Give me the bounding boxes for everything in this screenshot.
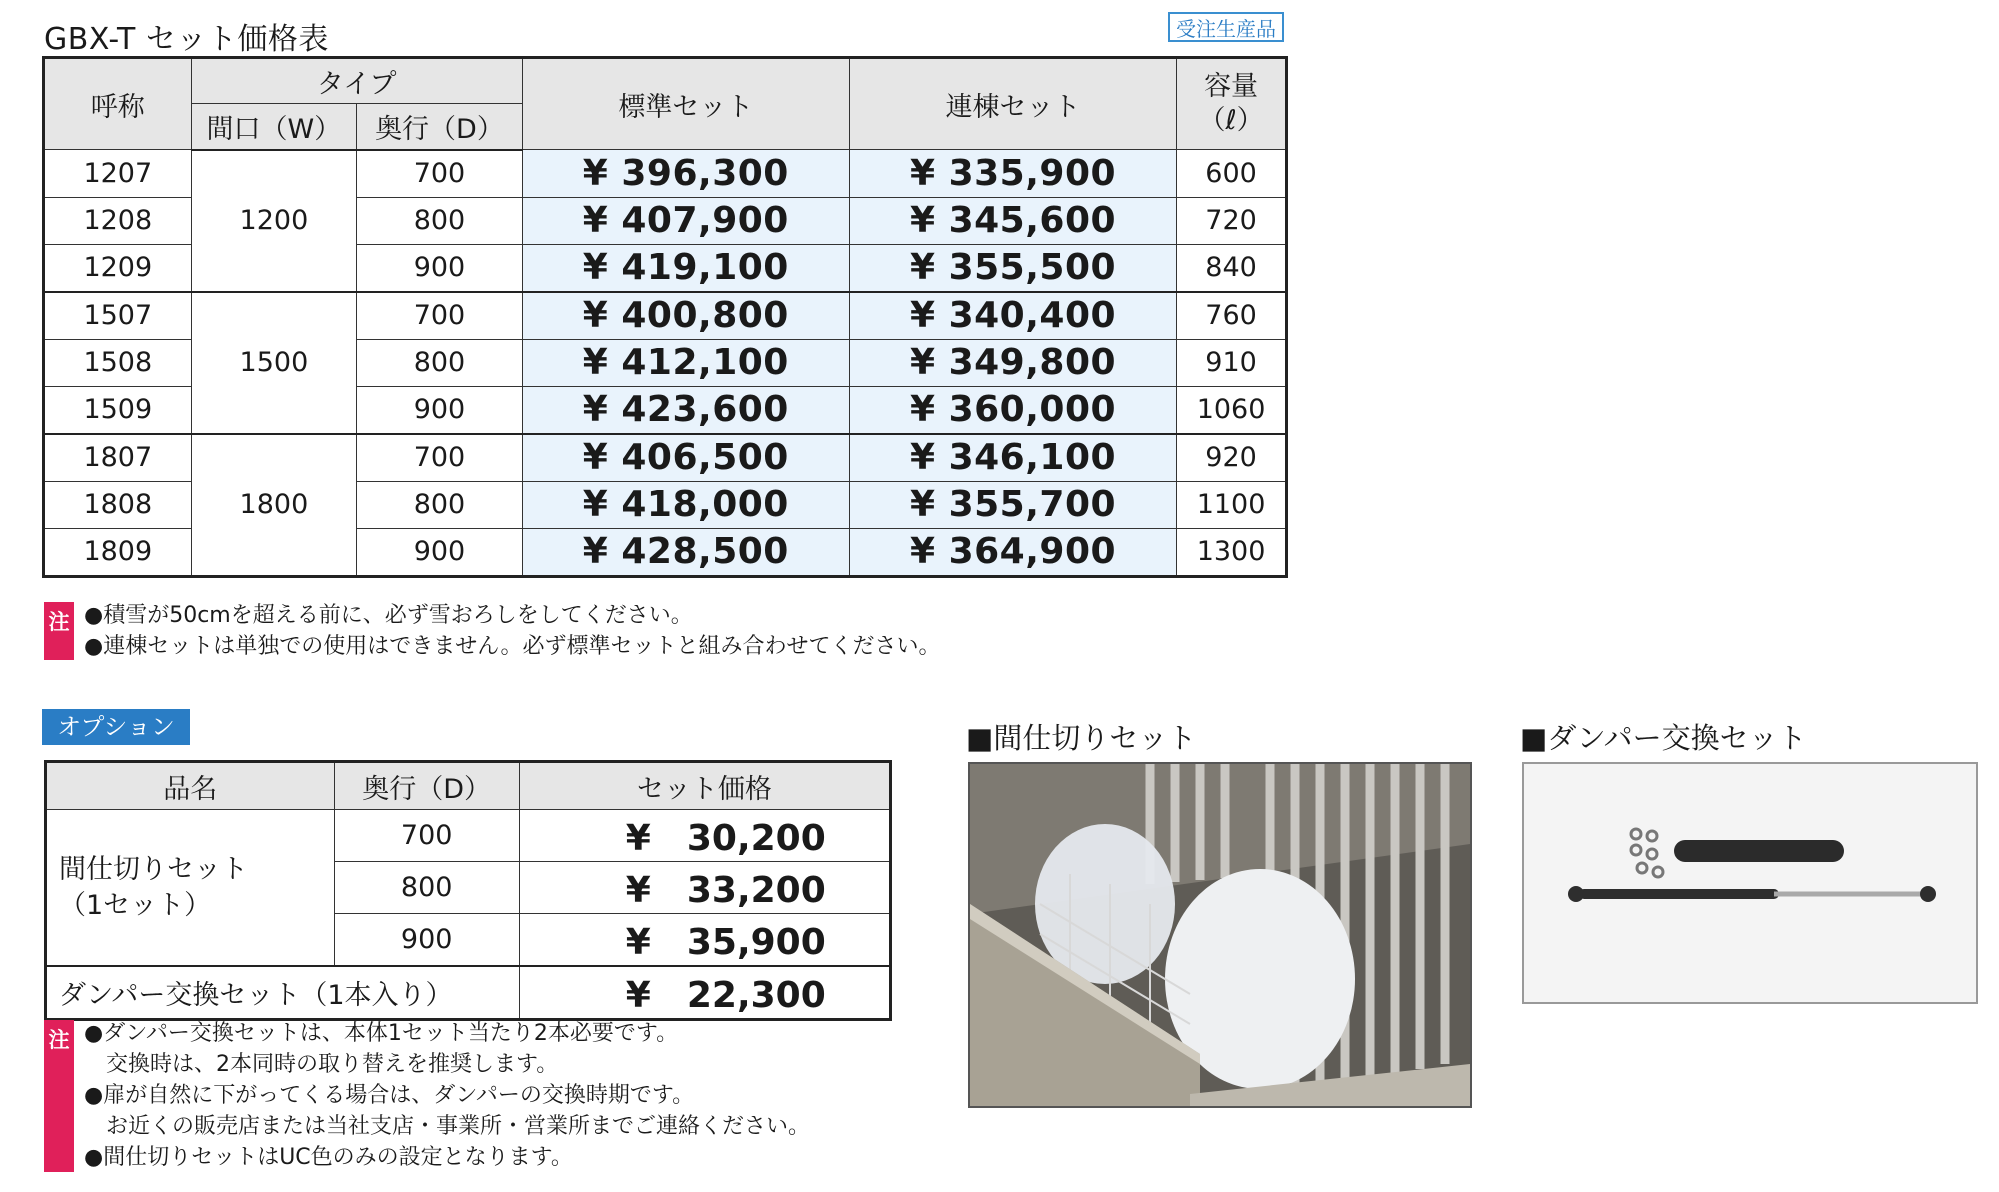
header-width: 間口（W） [191,104,357,150]
table-cell-linked-price: ¥ 340,400 [849,292,1176,340]
page-title: GBX-T セット価格表 [44,22,329,57]
partition-name-line2: （1セット） [59,889,212,921]
table-cell-depth: 700 [357,150,523,198]
capacity-unit: （ℓ） [1198,105,1264,136]
table-cell-model: 1807 [44,434,192,482]
table-cell-standard-price: ¥ 407,900 [522,197,849,244]
table-cell-depth: 800 [357,339,523,386]
table-cell-linked-price: ¥ 360,000 [849,386,1176,434]
damper-illustration [1524,764,1976,1002]
partition-illustration [970,764,1470,1106]
table-cell-width: 1200 [191,150,357,292]
table-cell-capacity: 1100 [1177,481,1287,528]
partition-name-line1: 間仕切りセット [59,853,248,885]
partition-set-photo [968,762,1472,1108]
options-label: オプション [42,709,190,745]
partition-set-name [46,810,335,967]
options-cell-depth: 900 [334,914,519,967]
table-cell-depth: 900 [357,244,523,292]
table-cell-capacity: 760 [1177,292,1287,340]
note-line: ●連棟セットは単独での使用はできません。必ず標準セットと組み合わせてください。 [84,634,941,659]
table-cell-standard-price: ¥ 400,800 [522,292,849,340]
note-line: ●積雪が50cmを超える前に、必ず雪おろしをしてください。 [84,603,693,628]
options-cell-price: ¥ 35,900 [519,914,890,967]
table-cell-depth: 800 [357,197,523,244]
table-cell-depth: 900 [357,528,523,576]
table-cell-capacity: 600 [1177,150,1287,198]
note-line: ●扉が自然に下がってくる場合は、ダンパーの交換時期です。 [84,1083,695,1108]
made-to-order-badge: 受注生産品 [1168,12,1284,42]
damper-set-price: ¥ 22,300 [519,966,890,1020]
table-cell-linked-price: ¥ 335,900 [849,150,1176,198]
header-standard-set: 標準セット [522,58,849,150]
table-cell-depth: 800 [357,481,523,528]
damper-set-name: ダンパー交換セット（1本入り） [46,966,520,1020]
table-cell-capacity: 840 [1177,244,1287,292]
capacity-label: 容量 [1204,71,1259,102]
table-cell-depth: 700 [357,434,523,482]
note-line: ●ダンパー交換セットは、本体1セット当たり2本必要です。 [84,1021,679,1046]
table-cell-linked-price: ¥ 355,700 [849,481,1176,528]
note-line: ●間仕切りセットはUC色のみの設定となります。 [84,1145,573,1170]
damper-set-photo [1522,762,1978,1004]
table-cell-capacity: 1300 [1177,528,1287,576]
table-cell-standard-price: ¥ 396,300 [522,150,849,198]
table-cell-width: 1500 [191,292,357,434]
table-cell-model: 1207 [44,150,192,198]
table-cell-linked-price: ¥ 346,100 [849,434,1176,482]
header-depth: 奥行（D） [357,104,523,150]
table-cell-standard-price: ¥ 418,000 [522,481,849,528]
options-cell-depth: 800 [334,862,519,914]
options-cell-depth: 700 [334,810,519,862]
table-cell-model: 1507 [44,292,192,340]
damper-photo-title: ■ダンパー交換セット [1520,721,1807,755]
partition-photo-title: ■間仕切りセット [966,721,1197,755]
table-cell-model: 1509 [44,386,192,434]
options-cell-price: ¥ 33,200 [519,862,890,914]
table-cell-model: 1508 [44,339,192,386]
table-cell-linked-price: ¥ 355,500 [849,244,1176,292]
header-linked-set: 連棟セット [849,58,1176,150]
table-cell-standard-price: ¥ 428,500 [522,528,849,576]
table-cell-capacity: 910 [1177,339,1287,386]
note-line: 交換時は、2本同時の取り替えを推奨します。 [84,1052,559,1077]
header-capacity [1177,58,1287,150]
table-cell-linked-price: ¥ 349,800 [849,339,1176,386]
table-cell-model: 1209 [44,244,192,292]
options-table [44,760,892,1021]
table-cell-width: 1800 [191,434,357,577]
table-cell-depth: 700 [357,292,523,340]
table-cell-standard-price: ¥ 423,600 [522,386,849,434]
notes-options [84,1018,810,1173]
note-mark: 注 [44,602,74,660]
options-cell-price: ¥ 30,200 [519,810,890,862]
table-cell-capacity: 920 [1177,434,1287,482]
table-cell-linked-price: ¥ 364,900 [849,528,1176,576]
table-cell-model: 1808 [44,481,192,528]
table-cell-capacity: 1060 [1177,386,1287,434]
table-cell-model: 1208 [44,197,192,244]
table-cell-standard-price: ¥ 419,100 [522,244,849,292]
header-type: タイプ [191,58,522,104]
table-cell-standard-price: ¥ 412,100 [522,339,849,386]
table-cell-linked-price: ¥ 345,600 [849,197,1176,244]
note-line: お近くの販売店または当社支店・事業所・営業所までご連絡ください。 [84,1114,811,1139]
notes-main [84,600,941,662]
note-mark: 注 [44,1020,74,1172]
header-model: 呼称 [44,58,192,150]
options-header-name: 品名 [46,762,335,810]
table-cell-model: 1809 [44,528,192,576]
price-table [42,56,1288,578]
options-header-depth: 奥行（D） [334,762,519,810]
table-cell-standard-price: ¥ 406,500 [522,434,849,482]
options-header-price: セット価格 [519,762,890,810]
table-cell-depth: 900 [357,386,523,434]
table-cell-capacity: 720 [1177,197,1287,244]
